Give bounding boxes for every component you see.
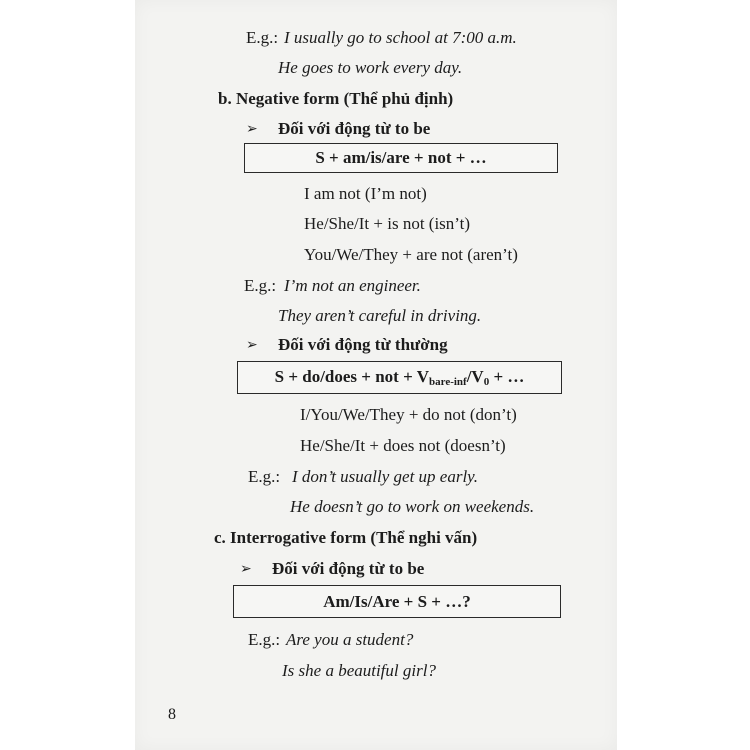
page-number: 8: [168, 706, 176, 723]
example-sentence: Is she a beautiful girl?: [282, 661, 436, 680]
example-sentence: He doesn’t go to work on weekends.: [290, 497, 535, 516]
eg-label: E.g.:: [244, 276, 277, 295]
form-line: I/You/We/They + do not (don’t): [300, 405, 517, 424]
form-line: He/She/It + is not (isn’t): [304, 214, 471, 233]
subheading-to-be: Đối với động từ to be: [272, 559, 425, 578]
formula-box: [244, 143, 558, 173]
eg-label: E.g.:: [248, 630, 281, 649]
example-sentence: I usually go to school at 7:00 a.m.: [284, 28, 517, 47]
eg-label: E.g.:: [248, 467, 281, 486]
example-sentence: I’m not an engineer.: [284, 276, 421, 295]
form-line: I am not (I’m not): [304, 184, 427, 203]
example-sentence: They aren’t careful in driving.: [278, 306, 482, 325]
example-sentence: Are you a student?: [286, 630, 414, 649]
formula-text: S + am/is/are + not + …: [315, 148, 487, 167]
form-line: You/We/They + are not (aren’t): [304, 245, 518, 264]
eg-label: E.g.:: [246, 28, 279, 47]
example-sentence: He goes to work every day.: [278, 58, 463, 77]
example-sentence: I don’t usually get up early.: [292, 467, 479, 486]
subheading-to-be: Đối với động từ to be: [278, 119, 431, 138]
formula-text: Am/Is/Are + S + …?: [323, 591, 471, 611]
formula-text: S + do/does + not + $V_{bare-inf}/V_0$ + …: [274, 367, 525, 388]
formula-box: [237, 361, 562, 394]
section-heading-negative: b. Negative form (Thể phủ định): [218, 89, 454, 108]
form-line: He/She/It + does not (doesn’t): [300, 436, 506, 455]
arrow-bullet-icon: ➢: [246, 122, 258, 137]
arrow-bullet-icon: ➢: [240, 562, 252, 577]
arrow-bullet-icon: ➢: [246, 338, 258, 353]
section-heading-interrogative: c. Interrogative form (Thể nghi vấn): [214, 528, 478, 547]
formula-box: [233, 585, 561, 618]
subheading-ordinary-verb: Đối với động từ thường: [278, 335, 448, 354]
